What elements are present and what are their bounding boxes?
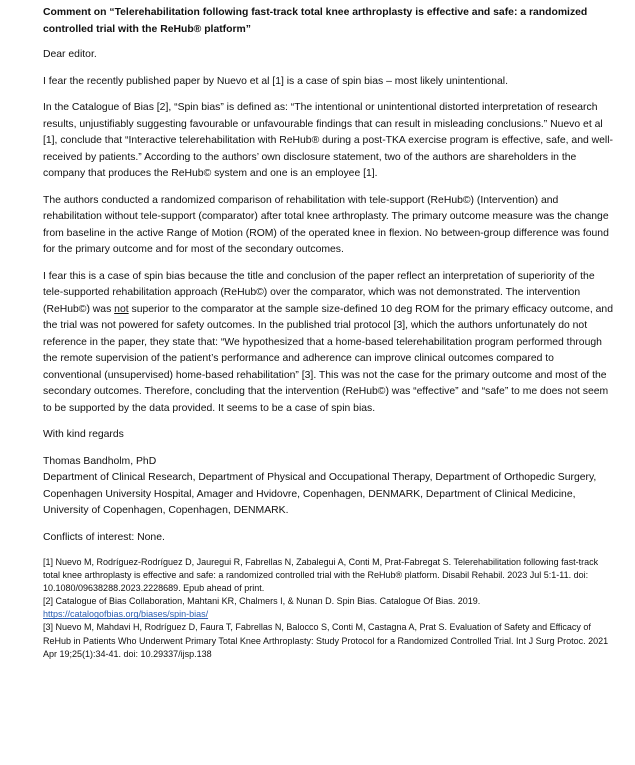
paragraph-methods: The authors conducted a randomized comparison of rehabilitation with tele-support (ReHub©) (Intervention) and rehabilitation without tele-support (comparator) after total knee arthroplasty. The primary outcome measure was the change from baseline in the active Range of Motion (ROM) of the operated knee in flexion. No between-group difference was found for the primary outcome and for most of the secondary outcomes. [43,194,609,255]
argument-text-start: I fear this is a case of spin bias because the title and conclusion of the paper reflect an interpretation of superiority of the tele-supported rehabilitation approach (ReHub©) over the comparator, which was not demonstrated. The intervention (ReHub©) was [43,270,595,315]
letter-title: Comment on “Telerehabilitation following fast-track total knee arthroplasty is effective and safe: a randomized controlled trial with the ReHub® platform” [43,7,588,35]
signature-block [43,454,613,520]
paragraph-intro: I fear the recently published paper by Nuevo et al [1] is a case of spin bias – most likely unintentional. [43,75,508,87]
salutation: Dear editor. [43,49,97,60]
closing: With kind regards [43,429,124,440]
conflicts-statement: Conflicts of interest: None. [43,531,165,543]
reference-list [43,556,613,661]
underlined-not: not [114,303,129,315]
reference-2: [2] Catalogue of Bias Collaboration, Mahtani KR, Chalmers I, & Nunan D. Spin Bias. Catalogue Of Bias. 2019. [43,596,481,607]
reference-3: [3] Nuevo M, Mahdavi H, Rodríguez D, Faura T, Fabrellas N, Balocco S, Conti M, Castagna A, Prat S. Evaluation of Safety and Efficacy of ReHub in Patients Who Underwent Primary Total Knee Arthroplasty: Study Protocol for a Randomized Controlled Trial. Int J Surg Protoc. 2021 Apr 19;25(1):34-41. doi: 10.29337/ijsp.138 [43,622,609,659]
argument-text-end: superior to the comparator at the sample size-defined 10 deg ROM for the primary efficacy outcome, and the trial was not powered for safety outcomes. In the published trial protocol [3], which the authors unfortunately do not reference in the paper, they state that: “We hypothesized that a home-based telerehabilitation program performed through the remote supervision of the patient’s performance and adherence can improve clinical outcomes compared to conventional (unsupervised) home-based rehabilitation” [3]. This was not the case for the primary outcome and most of the secondary outcomes. Therefore, concluding that the intervention (ReHub©) was “effective” and “safe” to me does not seem to be supported by the data provided. It seems to be a case of spin bias. [43,303,613,414]
reference-2-link[interactable]: https://catalogofbias.org/biases/spin-bias/ [43,609,209,620]
reference-1: [1] Nuevo M, Rodríguez-Rodríguez D, Jauregui R, Fabrellas N, Zabalegui A, Conti M, Prat-Fabregat S. Telerehabilitation following fast-track total knee arthroplasty is effective and safe: a randomized controlled trial with the ReHub® platform. Disabil Rehabil. 2023 Jul 5:1-11. doi: 10.1080/09638288.2023.2228689. Epub ahead of print. [43,557,599,594]
paragraph-definition: In the Catalogue of Bias [2], “Spin bias” is defined as: “The intentional or unintentional distorted interpretation of research results, unjustifiably suggesting favourable or unfavourable findings that can result in misleading conclusions.” Nuevo et al [1], conclude that “Interactive telerehabilitation with ReHub® during a post-TKA exercise program is effective, safe, and well-received by patients.” According to the authors’ own disclosure statement, two of the authors are shareholders in the company that produces the ReHub© system and one is an employee [1]. [43,102,613,179]
author-affiliation: Department of Clinical Research, Department of Physical and Occupational Therapy, Department of Orthopedic Surgery, Copenhagen University Hospital, Amager and Hvidovre, Copenhagen, DENMARK, Department of Clinical Medicine, University of Copenhagen, Copenhagen, DENMARK. [43,472,597,516]
author-name: Thomas Bandholm, PhD [43,455,157,467]
paragraph-argument [43,269,613,418]
